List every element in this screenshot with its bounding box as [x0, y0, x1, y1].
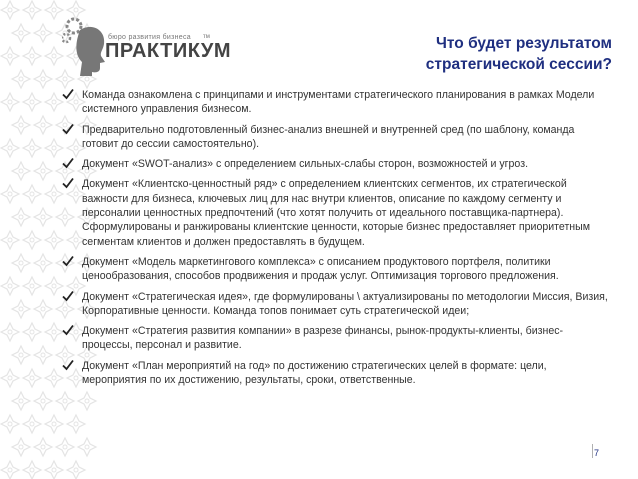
list-item-text: Документ «Модель маркетингового комплекса» с описанием продуктового портфеля, политики ценообразования, способов продвижения и продаж услуг. Оптимизация торгового предложения.: [82, 255, 559, 283]
pattern-ornament: [34, 300, 52, 318]
list-item-text: Документ «Стратегия развития компании» в разрезе финансы, рынок-продукты-клиенты, бизнес-процессы, персонал и развитие.: [82, 325, 564, 352]
pattern-ornament: [56, 208, 74, 226]
pattern-ornament: [23, 277, 41, 295]
list-item: [82, 177, 612, 248]
pattern-ornament: [34, 24, 52, 42]
pattern-ornament: [12, 346, 30, 364]
pattern-ornament: [12, 116, 30, 134]
pattern-ornament: [23, 47, 41, 65]
pattern-ornament: [1, 231, 19, 249]
pattern-ornament: [12, 208, 30, 226]
pattern-ornament: [45, 415, 63, 433]
title-line-1: Что будет результатом: [436, 35, 612, 52]
list-item-text: Документ «План мероприятий на год» по достижению стратегических целей в формате: цели, мероприятия по их достижению, результаты, сроки, ответственные.: [82, 359, 547, 387]
pattern-ornament: [12, 254, 30, 272]
list-item: [82, 157, 612, 171]
pattern-ornament: [34, 392, 52, 410]
pattern-ornament: [56, 300, 74, 318]
pattern-ornament: [1, 277, 19, 295]
checkmark-icon: [62, 359, 74, 371]
pattern-ornament: [1, 185, 19, 203]
pattern-ornament: [1, 415, 19, 433]
pattern-ornament: [23, 323, 41, 341]
page-number: 7: [594, 448, 600, 458]
pattern-ornament: [56, 438, 74, 456]
checkmark-icon: [62, 255, 74, 267]
pattern-ornament: [45, 93, 63, 111]
list-item: [82, 123, 612, 152]
pattern-ornament: [1, 139, 19, 157]
list-item-text: Документ «Стратегическая идея», где формулированы \ актуализированы по методологии Миссия, Визия, Корпоративные ценности. Команда топов понимает суть стратегической идеи;: [82, 290, 608, 317]
pattern-ornament: [12, 300, 30, 318]
pattern-ornament: [78, 438, 96, 456]
pattern-ornament: [23, 1, 41, 19]
checkmark-icon: [62, 123, 74, 135]
logo-name: ПРАКТИКУМ: [105, 40, 232, 62]
pattern-ornament: [34, 254, 52, 272]
logo-trademark: тм: [203, 34, 210, 40]
list-item: [82, 324, 612, 353]
pattern-ornament: [45, 461, 63, 479]
pattern-ornament: [12, 162, 30, 180]
pattern-ornament: [12, 392, 30, 410]
list-item-text: Документ «Клиентско-ценностный ряд» с определением клиентских сегментов, их стратегической важности для бизнеса, ключевых лиц для нас внутри клиентов, описание по каждому сегменту и персоналии ценностных предпочтений (что хотят получить от идеального поставщика-партнера). Сформулированы и ранжированы клиентские ценности, которые бизнес предоставляет приоритетным сегментам клиентов и должен предоставлять в будущем.: [82, 178, 591, 248]
pattern-ornament: [1, 47, 19, 65]
pattern-ornament: [67, 415, 85, 433]
checkmark-icon: [62, 324, 74, 336]
pattern-ornament: [45, 323, 63, 341]
pattern-ornament: [78, 392, 96, 410]
list-item: [82, 290, 612, 319]
page-number-divider: [592, 444, 593, 458]
pattern-ornament: [23, 139, 41, 157]
pattern-ornament: [1, 93, 19, 111]
pattern-ornament: [23, 185, 41, 203]
pattern-ornament: [34, 346, 52, 364]
pattern-ornament: [34, 438, 52, 456]
list-item-text: Команда ознакомлена с принципами и инструментами стратегического планирования в рамках Модели системного управления бизнесом.: [82, 89, 595, 116]
pattern-ornament: [45, 277, 63, 295]
checkmark-icon: [62, 290, 74, 302]
pattern-ornament: [12, 70, 30, 88]
list-item: [82, 255, 612, 284]
pattern-ornament: [45, 1, 63, 19]
results-list: [82, 88, 612, 393]
pattern-ornament: [23, 415, 41, 433]
pattern-ornament: [23, 231, 41, 249]
checkmark-icon: [62, 88, 74, 100]
pattern-ornament: [45, 185, 63, 203]
pattern-ornament: [1, 323, 19, 341]
pattern-ornament: [45, 231, 63, 249]
pattern-ornament: [1, 369, 19, 387]
pattern-ornament: [23, 369, 41, 387]
pattern-ornament: [1, 1, 19, 19]
pattern-ornament: [12, 24, 30, 42]
list-item-text: Предварительно подготовленный бизнес-анализ внешней и внутренней сред (по шаблону, команда готовит до сессии самостоятельно).: [82, 123, 575, 150]
pattern-ornament: [45, 139, 63, 157]
checkmark-icon: [62, 157, 74, 169]
list-item: [82, 88, 612, 117]
list-item-text: Документ «SWOT-анализ» с определением сильных-слабы сторон, возможностей и угроз.: [82, 158, 529, 171]
page-title: [426, 33, 612, 75]
title-line-2: стратегической сессии?: [425, 56, 612, 73]
checkmark-icon: [62, 177, 74, 189]
pattern-ornament: [23, 93, 41, 111]
pattern-ornament: [34, 70, 52, 88]
pattern-ornament: [34, 116, 52, 134]
pattern-ornament: [1, 461, 19, 479]
logo-subtitle: бюро развития бизнеса: [108, 34, 191, 41]
pattern-ornament: [56, 392, 74, 410]
pattern-ornament: [45, 47, 63, 65]
pattern-ornament: [12, 438, 30, 456]
pattern-ornament: [67, 461, 85, 479]
list-item: [82, 359, 612, 388]
pattern-ornament: [34, 162, 52, 180]
pattern-ornament: [45, 369, 63, 387]
pattern-ornament: [23, 461, 41, 479]
pattern-ornament: [34, 208, 52, 226]
